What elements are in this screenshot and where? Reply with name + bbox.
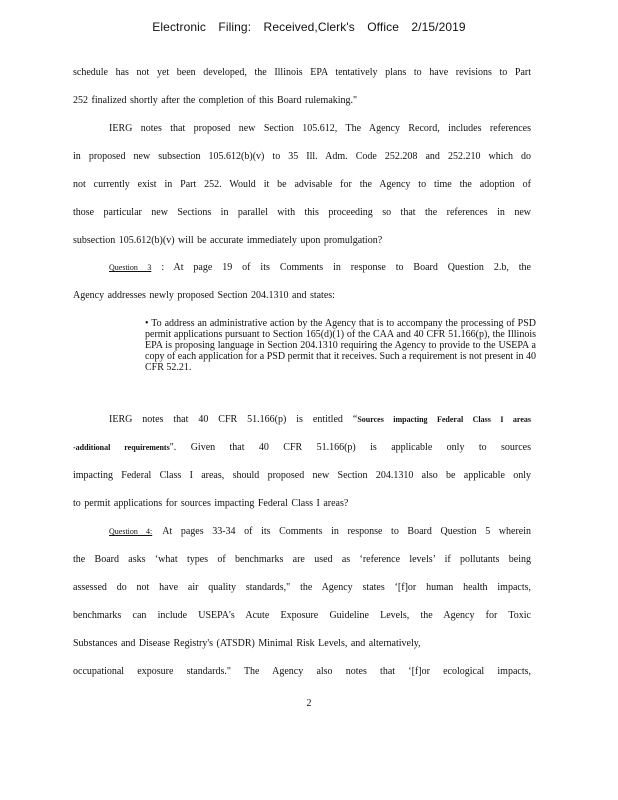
text-line: subsection 105.612(b)(v) will be accurate immediately upon promulgation? <box>73 235 383 246</box>
text-line-part: IERG notes that 40 CFR 51.166(p) is entitled “ <box>109 414 358 425</box>
block-quote: • To address an administrative action by the Agency that is to accompany the processing of PSD permit applications pursuant to Section 165(d)(1) of the CAA and 40 CFR 51.166(p), the Illinois EPA is proposing language in Section 204.1310 requiring the Agency to provide to the USEPA a copy of each application for a PSD permit that it receives. Such a requirement is not present in 40 CFR 52.21. <box>145 318 536 373</box>
text-line: IERG notes that proposed new Section 105.612, The Agency Record, includes references <box>109 123 531 134</box>
text-line <box>73 442 531 453</box>
text-line: Substances and Disease Registry's (ATSDR) Minimal Risk Levels, and alternatively, <box>73 638 421 649</box>
text-line: 252 finalized shortly after the completion of this Board rulemaking." <box>73 95 358 106</box>
question-4-line <box>109 526 531 537</box>
text-line <box>109 414 531 425</box>
text-line: the Board asks ‘what types of benchmarks are used as ‘reference levels’ if pollutants being <box>73 554 531 565</box>
text-line: impacting Federal Class I areas, should proposed new Section 204.1310 also be applicable only <box>73 470 531 481</box>
question-4-label: Question 4: <box>109 527 153 536</box>
text-line: in proposed new subsection 105.612(b)(v) to 35 Ill. Adm. Code 252.208 and 252.210 which do <box>73 151 531 162</box>
regulation-title: Sources impacting Federal Class I areas <box>357 415 531 424</box>
text-line: not currently exist in Part 252. Would it be advisable for the Agency to time the adoption of <box>73 179 531 190</box>
text-line: those particular new Sections in parallel with this proceeding so that the references in new <box>73 207 531 218</box>
page-number: 2 <box>306 698 312 709</box>
question-3-label: Question 3 <box>109 263 152 272</box>
text-line: benchmarks can include USEPA's Acute Exposure Guideline Levels, the Agency for Toxic <box>73 610 531 621</box>
text-line: Agency addresses newly proposed Section 204.1310 and states: <box>73 290 335 301</box>
text-line: occupational exposure standards." The Agency also notes that ‘[f]or ecological impacts, <box>73 666 531 677</box>
text-line-part: ". Given that 40 CFR 51.166(p) is applicable only to sources <box>169 442 531 453</box>
question-4-text: At pages 33-34 of its Comments in response to Board Question 5 wherein <box>162 526 532 537</box>
text-line: schedule has not yet been developed, the Illinois EPA tentatively plans to have revisions to Part <box>73 67 531 78</box>
question-3-line <box>109 262 531 273</box>
filing-header: Electronic Filing: Received,Clerk's Office 2/15/2019 <box>152 20 466 34</box>
regulation-title-cont: -additional requirements <box>73 443 170 452</box>
question-3-text: : At page 19 of its Comments in response to Board Question 2.b, the <box>161 262 531 273</box>
text-line: to permit applications for sources impacting Federal Class I areas? <box>73 498 349 509</box>
text-line: assessed do not have air quality standards," the Agency states ‘[f]or human health impacts, <box>73 582 531 593</box>
